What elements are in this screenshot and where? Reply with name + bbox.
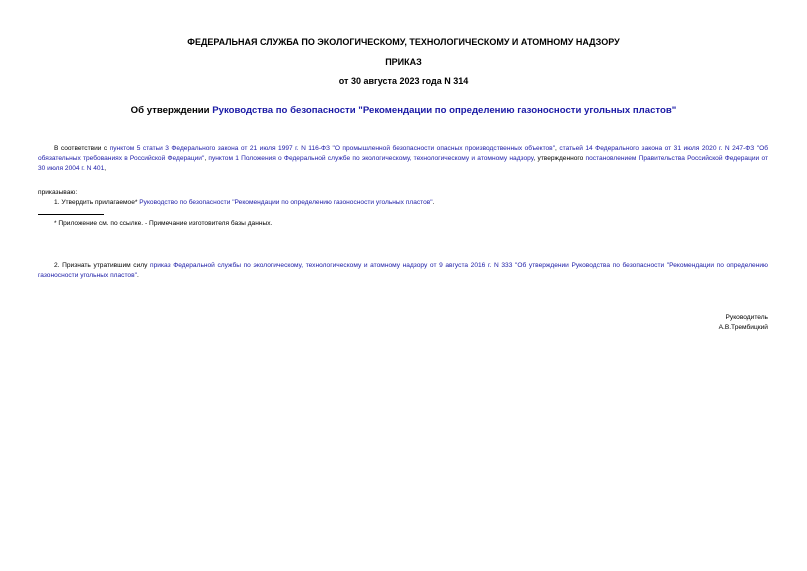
- document-title: [0, 105, 807, 116]
- preamble-text-1: В соответствии с: [54, 145, 110, 152]
- preamble-text-3: ,: [204, 155, 209, 162]
- item2-text: 2. Признать утратившим силу: [54, 262, 151, 269]
- agency-name: ФЕДЕРАЛЬНАЯ СЛУЖБА ПО ЭКОЛОГИЧЕСКОМУ, ТЕХНОЛОГИЧЕСКОМУ И АТОМНОМУ НАДЗОРУ: [187, 37, 620, 47]
- guide-link[interactable]: Руководство по безопасности "Рекомендации по определению газоносности угольных пластов": [139, 199, 433, 206]
- title-link[interactable]: Руководства по безопасности "Рекомендации по определению газоносности угольных пластов": [212, 105, 677, 116]
- government-decree-401-link[interactable]: постановлением Правительства Российской Федерации от 30 июля 2004 г. N 401: [38, 155, 768, 172]
- regulation-point-1-link[interactable]: пунктом 1 Положения о Федеральной службе по экологическому, технологическому и атомному надзору: [208, 155, 534, 162]
- item1-text: 1. Утвердить прилагаемое*: [54, 199, 140, 206]
- repealed-order-link[interactable]: приказ Федеральной службы по экологическому, технологическому и атомному надзору от 9 августа 2016 г. N 333 "Об утверждении Руководства по безопасности "Рекомендации по определению газоносности угольных пластов": [38, 262, 768, 279]
- signature-role: Руководитель: [725, 314, 768, 321]
- law-116-fz-link[interactable]: пунктом 5 статьи 3 Федерального закона от 21 июля 1997 г. N 116-ФЗ "О промышленной безопасности опасных производственных объектов": [109, 145, 556, 152]
- law-247-fz-link[interactable]: статьей 14 Федерального закона от 31 июля 2020 г. N 247-ФЗ "Об обязательных требованиях в Российской Федерации": [38, 145, 768, 162]
- order-item-1: [38, 198, 768, 208]
- preamble-paragraph: [38, 144, 768, 174]
- document-type: ПРИКАЗ: [385, 57, 422, 67]
- preamble-text-4: , утвержденного: [533, 155, 586, 162]
- title-prefix: Об утверждении: [130, 105, 213, 116]
- item2-end: .: [136, 272, 139, 279]
- ordering-word: приказываю:: [38, 189, 78, 196]
- footnote: * Приложение см. по ссылке. - Примечание изготовителя базы данных.: [54, 220, 273, 227]
- footnote-divider: [38, 214, 104, 215]
- preamble-text-5: ,: [104, 165, 107, 172]
- preamble-text-2: ,: [555, 145, 560, 152]
- order-item-2: [38, 261, 768, 281]
- item1-end: .: [432, 199, 435, 206]
- signature-name: А.В.Трембицкий: [718, 324, 768, 331]
- document-date-number: от 30 августа 2023 года N 314: [338, 76, 469, 86]
